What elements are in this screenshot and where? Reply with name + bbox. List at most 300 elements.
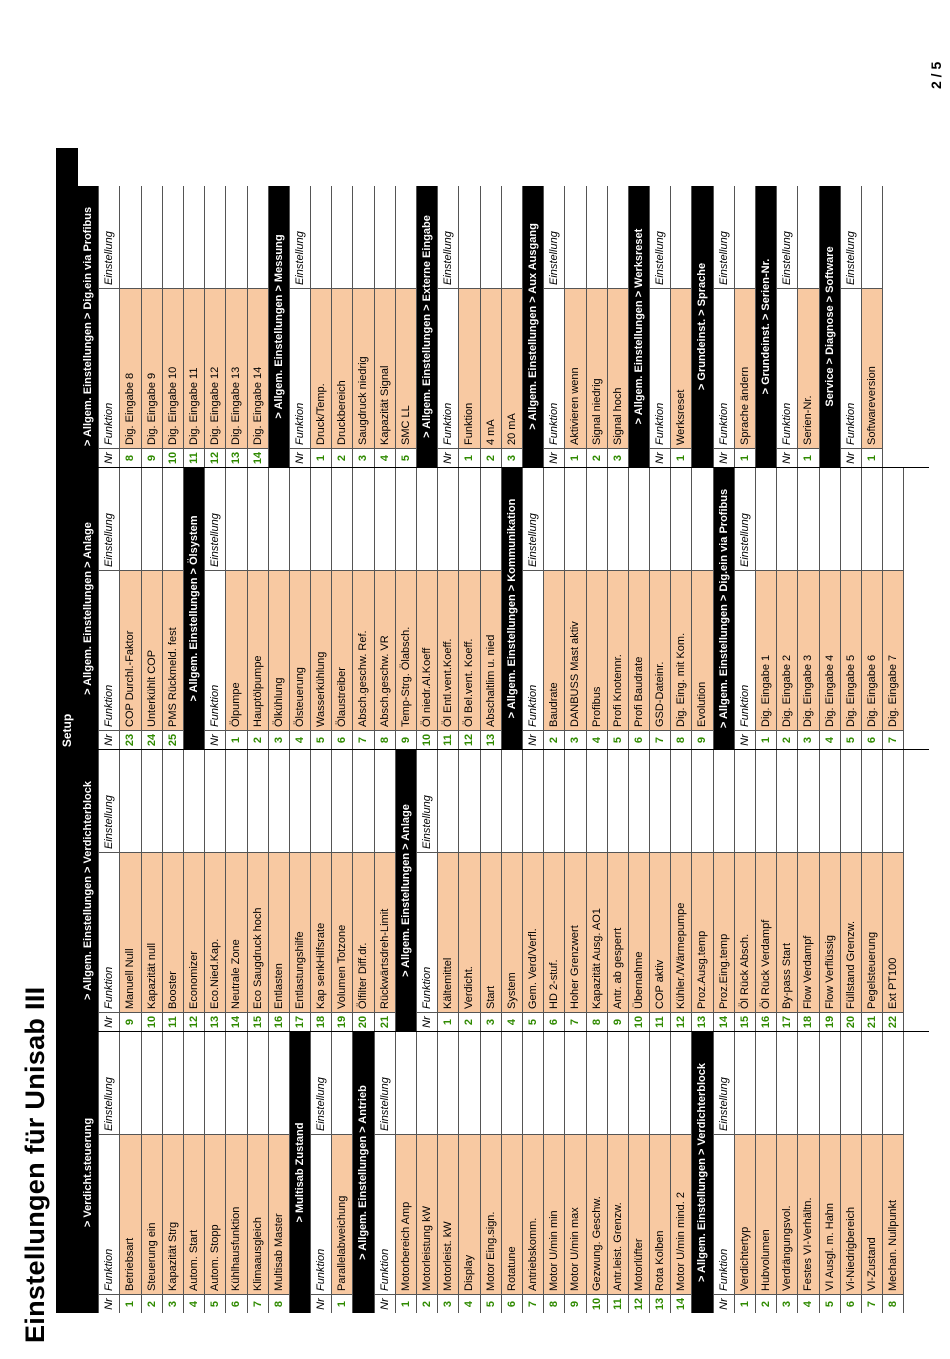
table-row (353, 186, 374, 467)
nr-label: Nr (311, 1294, 331, 1313)
function-name: Profibus (587, 570, 607, 730)
nr-label: Nr (417, 1012, 437, 1031)
table-row (671, 186, 692, 467)
row-number: 1 (438, 1012, 458, 1031)
function-name: Werksreset (671, 288, 691, 448)
setting-value (290, 750, 310, 852)
function-name: Motorleist. kW (438, 1134, 458, 1294)
table-row (735, 186, 756, 467)
table-row (650, 468, 671, 749)
setting-value (692, 750, 712, 852)
row-number: 2 (544, 730, 564, 749)
row-number: 7 (248, 1294, 268, 1313)
table-row (417, 1032, 438, 1313)
function-name: Motorbereich Amp (396, 1134, 416, 1294)
table-row (417, 468, 438, 749)
setting-value (311, 750, 331, 852)
section-header (269, 186, 290, 467)
row-number: 12 (205, 448, 225, 467)
setting-value (798, 468, 818, 570)
setting-value (481, 1032, 501, 1134)
setting-value (248, 468, 268, 570)
column-segment (78, 468, 929, 749)
row-number: 6 (544, 1012, 564, 1031)
table-row (798, 468, 819, 749)
function-name: PMS Rückmeld. fest (163, 570, 183, 730)
function-name: Übernahme (629, 852, 649, 1012)
setting-value (587, 186, 607, 288)
function-name: Profi Baudrate (629, 570, 649, 730)
table-row (544, 468, 565, 749)
row-number: 11 (438, 730, 458, 749)
function-name: Booster (163, 852, 183, 1012)
function-name: Dig. Eing. mit Kom. (671, 570, 691, 730)
setting-value (459, 1032, 479, 1134)
function-name: Parallelabweichung (332, 1134, 352, 1294)
table-row (459, 1032, 480, 1313)
row-number: 15 (248, 1012, 268, 1031)
row-number: 2 (417, 1294, 437, 1313)
function-name: Abschaltlim u. nied (481, 570, 501, 730)
setting-value (417, 468, 437, 570)
setting-value (650, 468, 670, 570)
setting-value (862, 468, 882, 570)
row-number: 8 (120, 448, 140, 467)
row-number: 8 (269, 1294, 289, 1313)
table-row (777, 468, 798, 749)
table-row (481, 468, 502, 749)
function-name: Dig. Eingabe 2 (777, 570, 797, 730)
table-row (587, 750, 608, 1031)
setting-value (396, 186, 416, 288)
table-row (459, 750, 480, 1031)
setting-value (608, 186, 628, 288)
table-row (459, 186, 480, 467)
setting-value (438, 1032, 458, 1134)
row-number: 3 (608, 448, 628, 467)
function-name: Dig. Eingabe 9 (142, 288, 162, 448)
setting-value (650, 750, 670, 852)
funktion-label: Funktion (777, 288, 797, 448)
setting-value (120, 750, 140, 852)
function-name: Antr. ab gesperrt (608, 852, 628, 1012)
einstellung-label: Einstellung (548, 231, 561, 285)
setting-value (396, 468, 416, 570)
row-number: 2 (332, 448, 352, 467)
setting-value (353, 468, 373, 570)
row-number: 14 (714, 1012, 734, 1031)
row-number: 1 (565, 448, 585, 467)
function-name: Wasserkühlung (311, 570, 331, 730)
setting-value (565, 1032, 585, 1134)
table-row (502, 186, 523, 467)
function-name: COP aktiv (650, 852, 670, 1012)
setting-value (142, 1032, 162, 1134)
setting-value (438, 468, 458, 570)
row-number: 13 (205, 1012, 225, 1031)
row-number: 4 (375, 448, 395, 467)
section-header (353, 1032, 374, 1313)
setting-value (841, 468, 861, 570)
row-number: 7 (523, 1294, 543, 1313)
setting-value (820, 1032, 840, 1134)
function-name: System (502, 852, 522, 1012)
row-number: 1 (735, 448, 755, 467)
nr-label: Nr (650, 448, 670, 467)
function-name: Festes VI-Verhältn. (798, 1134, 818, 1294)
table-row (565, 1032, 586, 1313)
section-title: > Allgem. Einstellungen > Verdichterblock (82, 780, 94, 1001)
row-number: 3 (502, 448, 522, 467)
function-name: Druckbereich (332, 288, 352, 448)
row-number: 10 (629, 1012, 649, 1031)
column-labels (544, 186, 565, 467)
funktion-label: Funktion (714, 1134, 734, 1294)
row-number: 1 (226, 730, 246, 749)
table-row (163, 1032, 184, 1313)
table-row (756, 1032, 777, 1313)
row-number: 4 (184, 1294, 204, 1313)
table-row (523, 750, 544, 1031)
setting-value (820, 468, 840, 570)
row-number: 11 (163, 1012, 183, 1031)
function-name: Absch.geschw. VR (375, 570, 395, 730)
einstellung-label: Einstellung (378, 1077, 391, 1131)
row-number: 16 (269, 1012, 289, 1031)
setting-value (248, 750, 268, 852)
einstellung-label: Einstellung (654, 231, 667, 285)
funktion-label: Funktion (290, 288, 310, 448)
setting-value (544, 750, 564, 852)
nr-label: Nr (438, 448, 458, 467)
column-labels (650, 186, 671, 467)
function-name: Verdichtertyp (735, 1134, 755, 1294)
function-name: Ölkühlung (269, 570, 289, 730)
function-name: Autom. Stopp (205, 1134, 225, 1294)
function-name: Start (481, 852, 501, 1012)
table-row (841, 1032, 862, 1313)
function-name: Dig. Eingabe 1 (756, 570, 776, 730)
einstellung-label: Einstellung (103, 513, 116, 567)
row-number: 14 (226, 1012, 246, 1031)
page-number: 2 / 5 (928, 61, 944, 89)
row-number: 5 (481, 1294, 501, 1313)
function-name: Signal hoch (608, 288, 628, 448)
function-name: Dig. Eingabe 8 (120, 288, 140, 448)
section-title: Service > Diagnose > Software (823, 246, 836, 407)
section-title: > Grundeinst. > Sprache (696, 262, 709, 391)
setting-value (735, 750, 755, 852)
row-number: 1 (862, 448, 882, 467)
row-number: 3 (777, 1294, 797, 1313)
section-header (756, 186, 777, 467)
function-name: Autom. Start (184, 1134, 204, 1294)
function-name: Verdrängungsvol. (777, 1134, 797, 1294)
funktion-label: Funktion (650, 288, 670, 448)
function-name: Motorleistung kW (417, 1134, 437, 1294)
function-name: Antr.leist. Grenzw. (608, 1134, 628, 1294)
funktion-label: Funktion (99, 852, 119, 1012)
row-number: 6 (502, 1294, 522, 1313)
table-row (777, 750, 798, 1031)
setting-value (544, 468, 564, 570)
setting-value (120, 186, 140, 288)
function-name: Motor U/min min (544, 1134, 564, 1294)
function-name: 20 mA (502, 288, 522, 448)
table-row (671, 468, 692, 749)
row-number: 7 (883, 730, 903, 749)
row-number: 18 (798, 1012, 818, 1031)
row-number: 20 (841, 1012, 861, 1031)
setting-value (396, 1032, 416, 1134)
table-row (862, 468, 883, 749)
table-row (565, 750, 586, 1031)
table-row (629, 1032, 650, 1313)
setting-value (375, 186, 395, 288)
setting-value (629, 468, 649, 570)
setting-value (735, 1032, 755, 1134)
row-number: 1 (332, 1294, 352, 1313)
row-number: 19 (820, 1012, 840, 1031)
setting-value (163, 186, 183, 288)
nr-label: Nr (777, 448, 797, 467)
setting-value (226, 468, 246, 570)
setting-value (332, 1032, 352, 1134)
table-row (332, 468, 353, 749)
table-row (777, 1032, 798, 1313)
table-row (650, 1032, 671, 1313)
section-header (417, 186, 438, 467)
section-title: > Allgem. Einstellungen > Messung (272, 234, 285, 419)
row-number: 5 (608, 730, 628, 749)
column-segment (78, 186, 929, 467)
setting-value (120, 468, 140, 570)
function-name: Manuell Null (120, 852, 140, 1012)
table-row (332, 750, 353, 1031)
setting-value (502, 1032, 522, 1134)
function-name: Kühler./Wärmepumpe (671, 852, 691, 1012)
function-name: Dig. Eingabe 10 (163, 288, 183, 448)
table-row (862, 750, 883, 1031)
table-row (269, 750, 290, 1031)
setting-value (142, 750, 162, 852)
einstellung-label: Einstellung (738, 513, 751, 567)
column-labels (311, 1032, 332, 1313)
section-title: > Grundeinst. > Serien-Nr. (760, 258, 772, 395)
row-number: 17 (290, 1012, 310, 1031)
setting-value (671, 1032, 691, 1134)
row-number: 17 (777, 1012, 797, 1031)
row-number: 25 (163, 730, 183, 749)
setting-value (565, 750, 585, 852)
table-row (438, 750, 459, 1031)
row-number: 13 (226, 448, 246, 467)
section-title: > Allgem. Einstellungen > Ölsystem (187, 515, 200, 702)
row-number: 9 (608, 1012, 628, 1031)
function-name: Sprache ändern (735, 288, 755, 448)
function-name: COP Durchl.-Faktor (120, 570, 140, 730)
row-number: 5 (820, 1294, 840, 1313)
table-row (332, 186, 353, 467)
row-number: 8 (671, 730, 691, 749)
table-row (735, 750, 756, 1031)
table-row (205, 750, 226, 1031)
row-number: 10 (417, 730, 437, 749)
table-row (883, 468, 904, 749)
table-row (290, 468, 311, 749)
table-row (481, 1032, 502, 1313)
function-name: Motor U/min mind. 2 (671, 1134, 691, 1294)
function-name: Motor Eing.sign. (481, 1134, 501, 1294)
function-name: Vi-Niedrigbereich (841, 1134, 861, 1294)
table-row (735, 1032, 756, 1313)
table-row (481, 186, 502, 467)
funktion-label: Funktion (99, 1134, 119, 1294)
function-name: Hoher Grenzwert (565, 852, 585, 1012)
table-row (205, 186, 226, 467)
einstellung-label: Einstellung (315, 1077, 328, 1131)
setting-value (523, 1032, 543, 1134)
table-row (226, 1032, 247, 1313)
function-name: 4 mA (481, 288, 501, 448)
row-number: 23 (120, 730, 140, 749)
setting-value (417, 1032, 437, 1134)
function-name: Baudrate (544, 570, 564, 730)
table-row (438, 1032, 459, 1313)
setting-value (248, 186, 268, 288)
table-row (692, 750, 713, 1031)
nr-label: Nr (375, 1294, 395, 1313)
table-column (78, 1031, 929, 1313)
table-row (883, 1032, 904, 1313)
setting-value (163, 1032, 183, 1134)
table-row (120, 186, 141, 467)
row-number: 2 (248, 730, 268, 749)
function-name: Rotatune (502, 1134, 522, 1294)
column-labels (375, 1032, 396, 1313)
table-row (820, 1032, 841, 1313)
funktion-label: Funktion (714, 288, 734, 448)
function-name: Verdicht. (459, 852, 479, 1012)
setting-value (756, 468, 776, 570)
column-labels (99, 750, 120, 1031)
einstellung-label: Einstellung (844, 231, 857, 285)
setting-value (629, 750, 649, 852)
table-row (629, 468, 650, 749)
einstellung-label: Einstellung (717, 1077, 730, 1131)
function-name: By-pass Start (777, 852, 797, 1012)
row-number: 22 (883, 1012, 903, 1031)
row-number: 8 (375, 730, 395, 749)
row-number: 12 (459, 730, 479, 749)
row-number: 12 (629, 1294, 649, 1313)
setting-value (459, 750, 479, 852)
row-number: 5 (311, 730, 331, 749)
row-number: 13 (481, 730, 501, 749)
function-name: Softwareversion (862, 288, 882, 448)
funktion-label: Funktion (99, 570, 119, 730)
table-row (608, 1032, 629, 1313)
setting-value (163, 468, 183, 570)
table-row (671, 1032, 692, 1313)
einstellung-label: Einstellung (781, 231, 794, 285)
table-row (565, 186, 586, 467)
row-number: 7 (650, 730, 670, 749)
row-number: 2 (459, 1012, 479, 1031)
section-title: > Allgem. Einstellungen > Werksreset (632, 228, 645, 425)
column-labels (417, 750, 438, 1031)
function-name: Unterkühlt COP (142, 570, 162, 730)
row-number: 7 (565, 1012, 585, 1031)
setting-value (332, 468, 352, 570)
function-name: VI-Zustand (862, 1134, 882, 1294)
function-name: Öl Rück Verdampf (756, 852, 776, 1012)
function-name: Hubvolumen (756, 1134, 776, 1294)
einstellung-label: Einstellung (209, 513, 222, 567)
function-name: Dig. Eingabe 5 (841, 570, 861, 730)
table-row (883, 750, 904, 1031)
function-name: VI Ausgl. m. Hahn (820, 1134, 840, 1294)
setting-value (375, 468, 395, 570)
function-name: Absch.geschw. Ref. (353, 570, 373, 730)
row-number: 6 (629, 730, 649, 749)
row-number: 2 (142, 1294, 162, 1313)
function-name: Pegelsteuerung (862, 852, 882, 1012)
setting-value (205, 750, 225, 852)
setting-value (587, 750, 607, 852)
setting-value (290, 468, 310, 570)
setting-value (481, 468, 501, 570)
setting-value (502, 750, 522, 852)
table-row (311, 468, 332, 749)
table-row (841, 750, 862, 1031)
function-name: Kältemittel (438, 852, 458, 1012)
function-name: Mechan. Nullpunkt (883, 1134, 903, 1294)
table-row (142, 186, 163, 467)
row-number: 1 (120, 1294, 140, 1313)
function-name: Saugdruck niedrig (353, 288, 373, 448)
page-title: Einstellungen für Unisab III (20, 986, 50, 1343)
table-row (375, 186, 396, 467)
setting-value (332, 750, 352, 852)
table-row (184, 1032, 205, 1313)
table-row (120, 468, 141, 749)
row-number: 4 (798, 1294, 818, 1313)
function-name: Dig. Eingabe 3 (798, 570, 818, 730)
setting-value (756, 750, 776, 852)
function-name: Temp-Strg. Ölabsch. (396, 570, 416, 730)
setting-value (862, 1032, 882, 1134)
row-number: 14 (671, 1294, 691, 1313)
setting-value (671, 186, 691, 288)
function-name: Füllstand Grenzw. (841, 852, 861, 1012)
table-row (481, 750, 502, 1031)
section-title: > Allgem. Einstellungen > Verdichterblock (696, 1062, 709, 1283)
function-name: Druck/Temp. (311, 288, 331, 448)
setting-value (332, 186, 352, 288)
table-row (438, 468, 459, 749)
section-header (290, 1032, 311, 1313)
function-name: Gezwung. Geschw. (587, 1134, 607, 1294)
row-number: 10 (587, 1294, 607, 1313)
table-row (353, 750, 374, 1031)
row-number: 1 (735, 1294, 755, 1313)
function-name: Serien-Nr. (798, 288, 818, 448)
table-row (248, 1032, 269, 1313)
setting-value (671, 468, 691, 570)
setting-value (459, 186, 479, 288)
row-number: 9 (120, 1012, 140, 1031)
